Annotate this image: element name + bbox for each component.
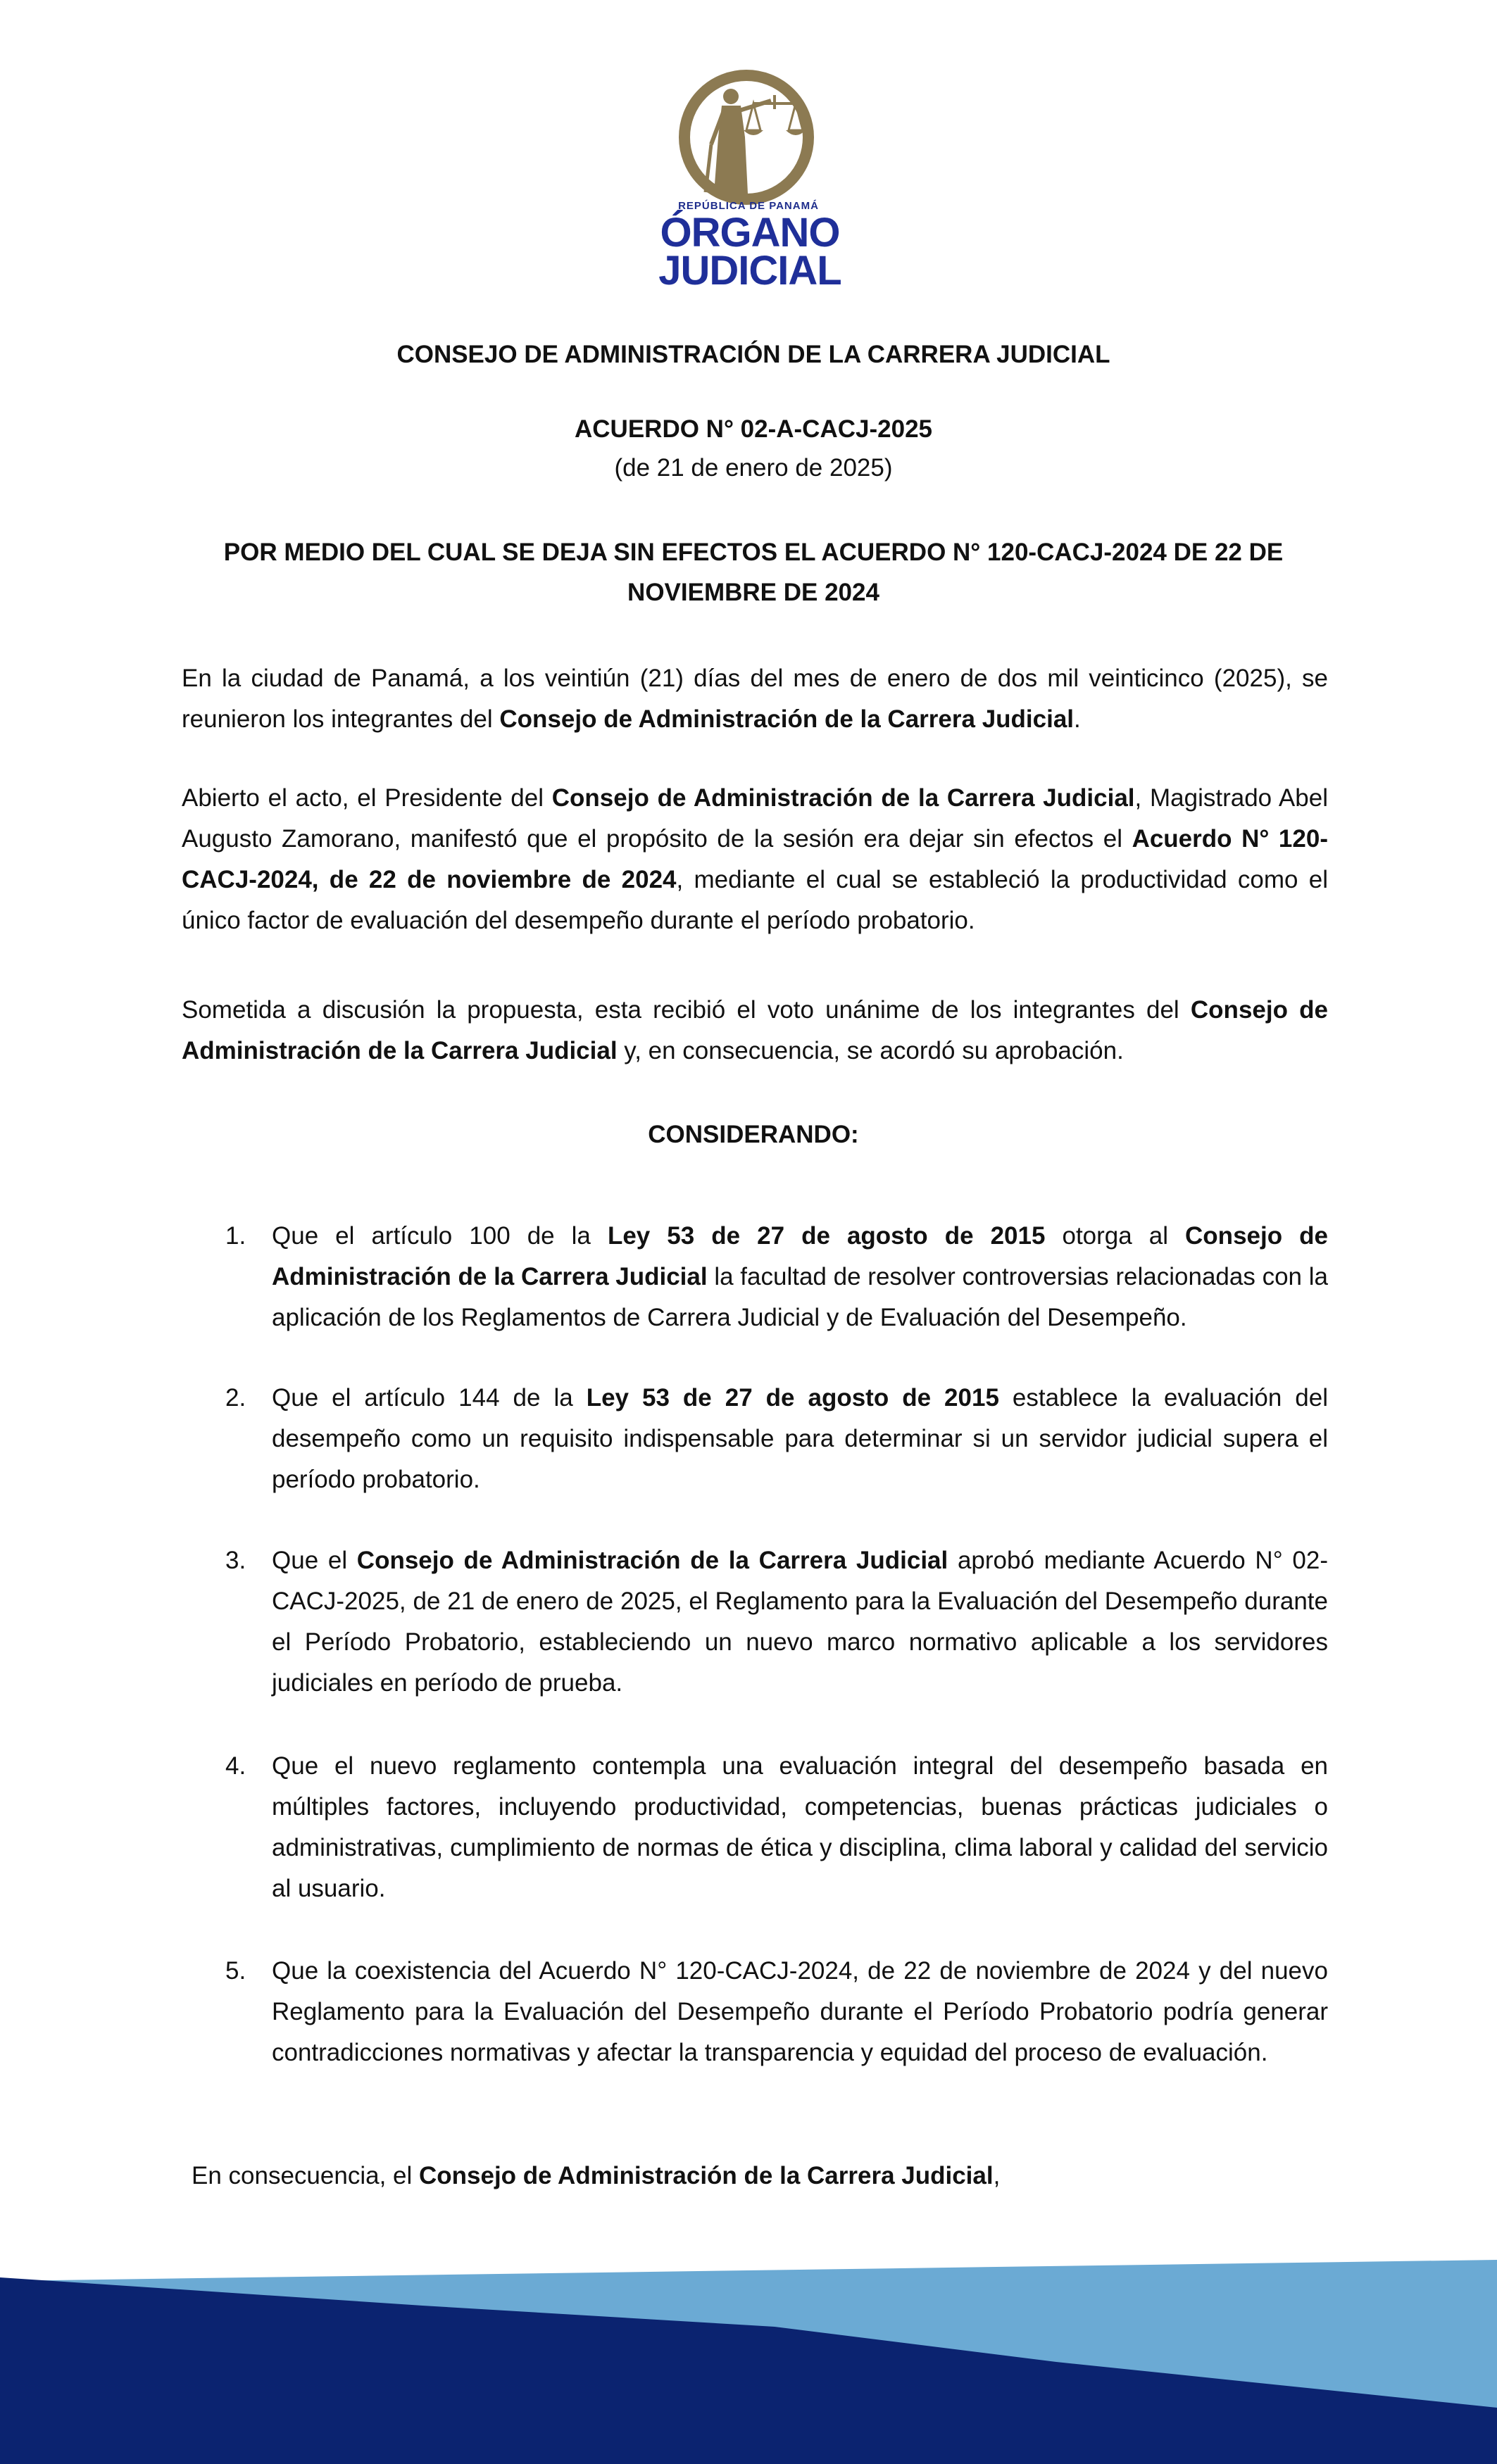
item-text: la facultad de resolver controversias relacionadas con la aplicación de los Reglamentos de Carrera Judicial y de Evaluación del Desempeño. [272, 1263, 1328, 1331]
item-text: Que la coexistencia del Acuerdo N° 120-CACJ-2024, de 22 de noviembre de 2024 y del nuevo Reglamento para la Evaluación del Desempeño durante el Período Probatorio podría generar contradicciones normativas y afectar la transparencia y equidad del proceso de evaluación. [272, 1957, 1328, 2066]
paragraph-text: En la ciudad de Panamá, a los veintiún (21) días del mes de enero de dos mil veinticinco (2025), se reunieron los integrantes del [182, 665, 1328, 733]
item-number: 2. [225, 1384, 246, 1412]
agreement-reference: Acuerdo N° 120-CACJ-2024, de 22 de noviembre de 2024 [182, 825, 1328, 893]
item-number: 5. [225, 1957, 246, 1985]
council-name: Consejo de Administración de la Carrera Judicial [499, 705, 1075, 733]
agreement-date: (de 21 de enero de 2025) [614, 454, 893, 482]
item-text: Que el artículo 100 de la [272, 1222, 608, 1250]
paragraph-text: , mediante el cual se estableció la productividad como el único factor de evaluación del desempeño durante el período probatorio. [182, 866, 1328, 934]
paragraph-text: . [1074, 705, 1081, 733]
council-name: Consejo de Administración de la Carrera Judicial [182, 996, 1329, 1064]
council-name: Consejo de Administración de la Carrera Judicial [356, 1547, 948, 1574]
item-text: establece la evaluación del desempeño como un requisito indispensable para determinar si un servidor judicial supera el período probatorio. [272, 1384, 1328, 1493]
subject-line-2: NOVIEMBRE DE 2024 [627, 579, 879, 606]
paragraph-text: y, en consecuencia, se acordó su aprobación. [617, 1037, 1124, 1064]
logo-judicial-text: JUDICIAL [658, 248, 841, 294]
paragraph-vote [182, 990, 1328, 1071]
law-reference: Ley 53 de 27 de agosto de 2015 [586, 1384, 999, 1412]
item-number: 1. [225, 1222, 246, 1250]
agreement-number: ACUERDO N° 02-A-CACJ-2025 [575, 415, 932, 443]
logo-country-text: REPÚBLICA DE PANAMÁ [678, 200, 819, 212]
considerando-heading: CONSIDERANDO: [648, 1121, 859, 1148]
paragraph-text: Abierto el acto, el Presidente del [182, 784, 552, 812]
council-name: Consejo de Administración de la Carrera Judicial [418, 2162, 994, 2189]
council-name: Consejo de Administración de la Carrera Judicial [551, 784, 1135, 812]
lady-justice-emblem-icon [655, 67, 838, 208]
closing-text: En consecuencia, el [192, 2162, 419, 2189]
paragraph-text: Sometida a discusión la propuesta, esta recibió el voto unánime de los integrantes del [182, 996, 1191, 1024]
footer-wave-decoration [0, 2239, 1497, 2464]
item-number: 3. [225, 1547, 246, 1574]
item-text: Que el [272, 1547, 357, 1574]
council-name: Consejo de Administración de la Carrera Judicial [272, 1222, 1328, 1290]
paragraph-text: , Magistrado Abel Augusto Zamorano, manifestó que el propósito de la sesión era dejar sin efectos el [182, 784, 1328, 853]
item-number: 4. [225, 1752, 246, 1780]
closing-text: , [993, 2162, 1001, 2189]
logo-organo-text: ÓRGANO [660, 210, 840, 256]
paragraph-opening [182, 658, 1328, 740]
item-text: aprobó mediante Acuerdo N° 02-CACJ-2025, de 21 de enero de 2025, el Reglamento para la Evaluación del Desempeño durante el Período Probatorio, estableciendo un nuevo marco normativo aplicable a los servidores judiciales en período de prueba. [272, 1547, 1328, 1697]
closing-line [192, 2156, 1338, 2196]
council-heading: CONSEJO DE ADMINISTRACIÓN DE LA CARRERA JUDICIAL [396, 341, 1110, 368]
item-text: otorga al [1045, 1222, 1186, 1250]
subject-line-1: POR MEDIO DEL CUAL SE DEJA SIN EFECTOS EL ACUERDO N° 120-CACJ-2024 DE 22 DE [223, 539, 1284, 566]
item-text: Que el artículo 144 de la [272, 1384, 587, 1412]
law-reference: Ley 53 de 27 de agosto de 2015 [607, 1222, 1046, 1250]
paragraph-purpose [182, 778, 1328, 941]
item-text: Que el nuevo reglamento contempla una evaluación integral del desempeño basada en múltiples factores, incluyendo productividad, competencias, buenas prácticas judiciales o administrativas, cumplimiento de normas de ética y disciplina, clima laboral y calidad del servicio al usuario. [272, 1752, 1328, 1902]
